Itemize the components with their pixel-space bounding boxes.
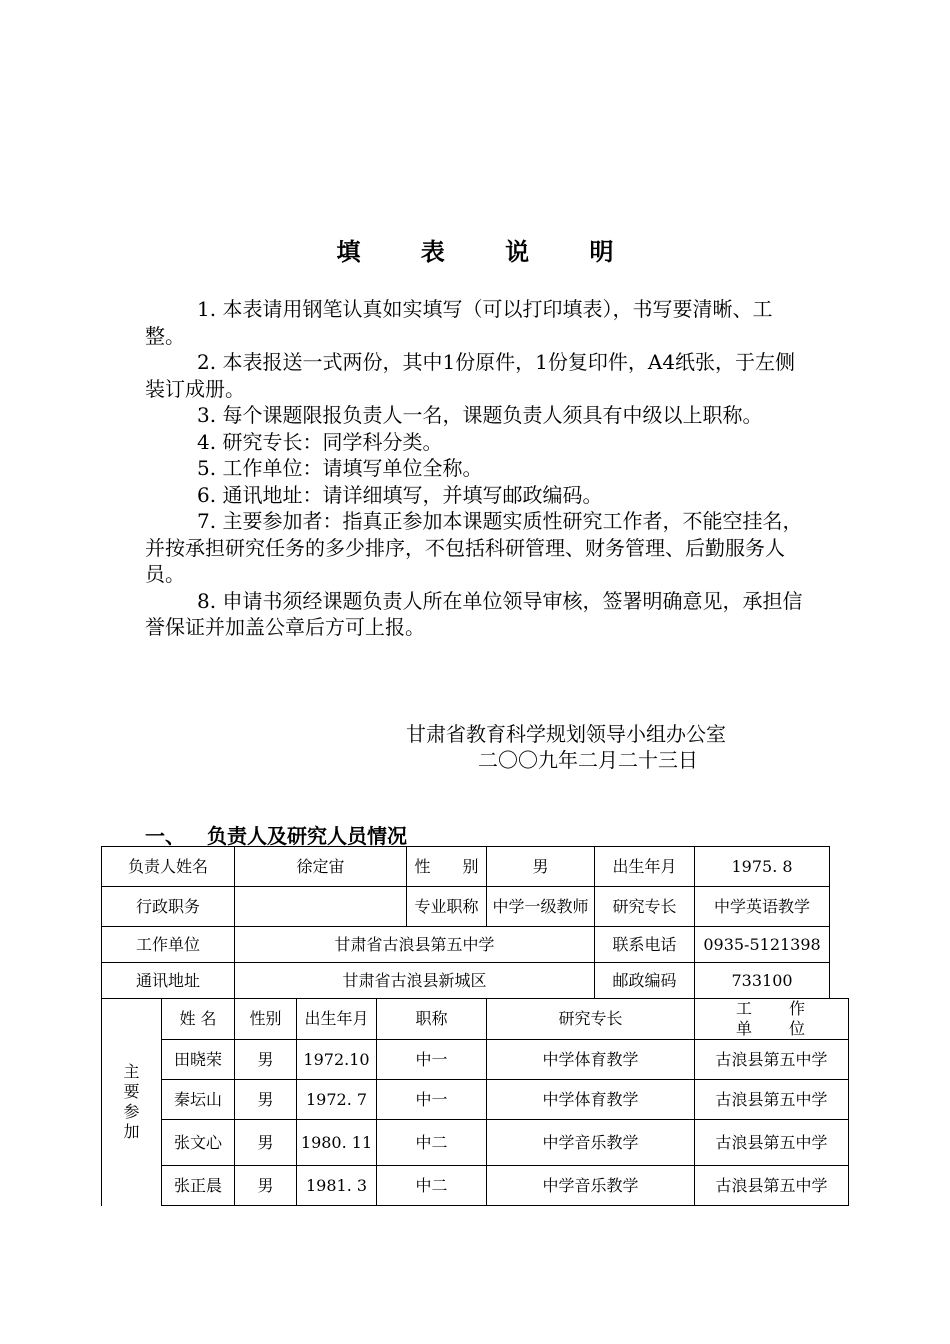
participant-name[interactable]: 田晓荣 bbox=[162, 1040, 235, 1080]
header-name: 姓 名 bbox=[162, 999, 235, 1040]
table-row bbox=[102, 927, 849, 963]
header-birth: 出生年月 bbox=[297, 999, 377, 1040]
label-postal-code: 邮政编码 bbox=[595, 963, 695, 999]
table-row bbox=[102, 963, 849, 999]
side-char: 主 bbox=[123, 1062, 140, 1082]
participant-gender[interactable]: 男 bbox=[235, 1080, 297, 1120]
side-char: 要 bbox=[123, 1082, 140, 1102]
participant-birth[interactable]: 1972. 7 bbox=[297, 1080, 377, 1120]
participant-specialty[interactable]: 中学体育教学 bbox=[487, 1040, 695, 1080]
participant-row bbox=[102, 1166, 849, 1206]
header-specialty: 研究专长 bbox=[487, 999, 695, 1040]
label-admin-post: 行政职务 bbox=[102, 887, 235, 927]
label-gender: 性 别 bbox=[407, 847, 487, 887]
participant-title[interactable]: 中二 bbox=[377, 1120, 487, 1166]
participant-birth[interactable]: 1981. 3 bbox=[297, 1166, 377, 1206]
label-leader-name: 负责人姓名 bbox=[102, 847, 235, 887]
participant-birth[interactable]: 1980. 11 bbox=[297, 1120, 377, 1166]
value-leader-name[interactable]: 徐定宙 bbox=[235, 847, 407, 887]
participant-row bbox=[102, 1120, 849, 1166]
section-heading bbox=[145, 820, 407, 849]
signature-organization: 甘肃省教育科学规划领导小组办公室 bbox=[406, 722, 726, 746]
participant-gender[interactable]: 男 bbox=[235, 1120, 297, 1166]
value-birth[interactable]: 1975. 8 bbox=[695, 847, 830, 887]
participant-birth[interactable]: 1972.10 bbox=[297, 1040, 377, 1080]
instruction-item: 7. 主要参加者：指真正参加本课题实质性研究工作者，不能空挂名，并按承担研究任务的多少排序，不包括科研管理、财务管理、后勤服务人员。 bbox=[145, 509, 803, 586]
signature-date: 二〇〇九年二月二十三日 bbox=[478, 748, 698, 772]
value-admin-post[interactable] bbox=[235, 887, 407, 927]
value-address[interactable]: 甘肃省古浪县新城区 bbox=[235, 963, 595, 999]
participant-row bbox=[102, 1040, 849, 1080]
value-work-unit[interactable]: 甘肃省古浪县第五中学 bbox=[235, 927, 595, 963]
instruction-item: 5. 工作单位：请填写单位全称。 bbox=[197, 456, 483, 480]
participant-title[interactable]: 中一 bbox=[377, 1040, 487, 1080]
participant-name[interactable]: 秦坛山 bbox=[162, 1080, 235, 1120]
page-title: 填 表 说 明 bbox=[336, 237, 640, 266]
participant-name[interactable]: 张正晨 bbox=[162, 1166, 235, 1206]
instruction-item: 2. 本表报送一式两份，其中1份原件，1份复印件，A4纸张，于左侧装订成册。 bbox=[145, 350, 796, 401]
participant-work-unit[interactable]: 古浪县第五中学 bbox=[695, 1040, 849, 1080]
header-title: 职称 bbox=[377, 999, 487, 1040]
participant-work-unit[interactable]: 古浪县第五中学 bbox=[695, 1120, 849, 1166]
label-address: 通讯地址 bbox=[102, 963, 235, 999]
participant-work-unit[interactable]: 古浪县第五中学 bbox=[695, 1080, 849, 1120]
label-birth: 出生年月 bbox=[595, 847, 695, 887]
label-specialty: 研究专长 bbox=[595, 887, 695, 927]
participant-title[interactable]: 中一 bbox=[377, 1080, 487, 1120]
instruction-item: 8. 申请书须经课题负责人所在单位领导审核，签署明确意见，承担信誉保证并加盖公章后方可上报。 bbox=[145, 588, 803, 639]
section-number: 一、 bbox=[145, 824, 185, 848]
table-row bbox=[102, 847, 849, 887]
value-postal-code[interactable]: 733100 bbox=[695, 963, 830, 999]
participants-header-row bbox=[102, 999, 849, 1040]
participant-row bbox=[102, 1080, 849, 1120]
instruction-item: 4. 研究专长：同学科分类。 bbox=[197, 429, 443, 454]
participant-gender[interactable]: 男 bbox=[235, 1040, 297, 1080]
value-gender[interactable]: 男 bbox=[487, 847, 595, 887]
participants-side-label bbox=[102, 999, 162, 1206]
table-row bbox=[102, 887, 849, 927]
instruction-item: 3. 每个课题限报负责人一名，课题负责人须具有中级以上职称。 bbox=[197, 403, 763, 427]
value-phone[interactable]: 0935-5121398 bbox=[695, 927, 830, 963]
side-char: 加 bbox=[123, 1122, 140, 1142]
value-professional-title[interactable]: 中学一级教师 bbox=[487, 887, 595, 927]
instruction-item: 1. 本表请用钢笔认真如实填写（可以打印填表），书写要清晰、工整。 bbox=[145, 297, 773, 348]
value-specialty[interactable]: 中学英语教学 bbox=[695, 887, 830, 927]
section-title-text: 负责人及研究人员情况 bbox=[207, 824, 407, 848]
participant-name[interactable]: 张文心 bbox=[162, 1120, 235, 1166]
participant-work-unit[interactable]: 古浪县第五中学 bbox=[695, 1166, 849, 1206]
label-phone: 联系电话 bbox=[595, 927, 695, 963]
instruction-item: 6. 通讯地址：请详细填写，并填写邮政编码。 bbox=[197, 482, 603, 507]
participant-specialty[interactable]: 中学音乐教学 bbox=[487, 1166, 695, 1206]
header-gender: 性别 bbox=[235, 999, 297, 1040]
label-work-unit: 工作单位 bbox=[102, 927, 235, 963]
side-char: 参 bbox=[123, 1102, 140, 1122]
participant-specialty[interactable]: 中学音乐教学 bbox=[487, 1120, 695, 1166]
instructions-list bbox=[145, 296, 810, 641]
label-professional-title: 专业职称 bbox=[407, 887, 487, 927]
header-work-unit: 工 作 单 位 bbox=[695, 999, 849, 1040]
personnel-table bbox=[101, 846, 849, 1206]
participant-specialty[interactable]: 中学体育教学 bbox=[487, 1080, 695, 1120]
participant-title[interactable]: 中二 bbox=[377, 1166, 487, 1206]
participant-gender[interactable]: 男 bbox=[235, 1166, 297, 1206]
